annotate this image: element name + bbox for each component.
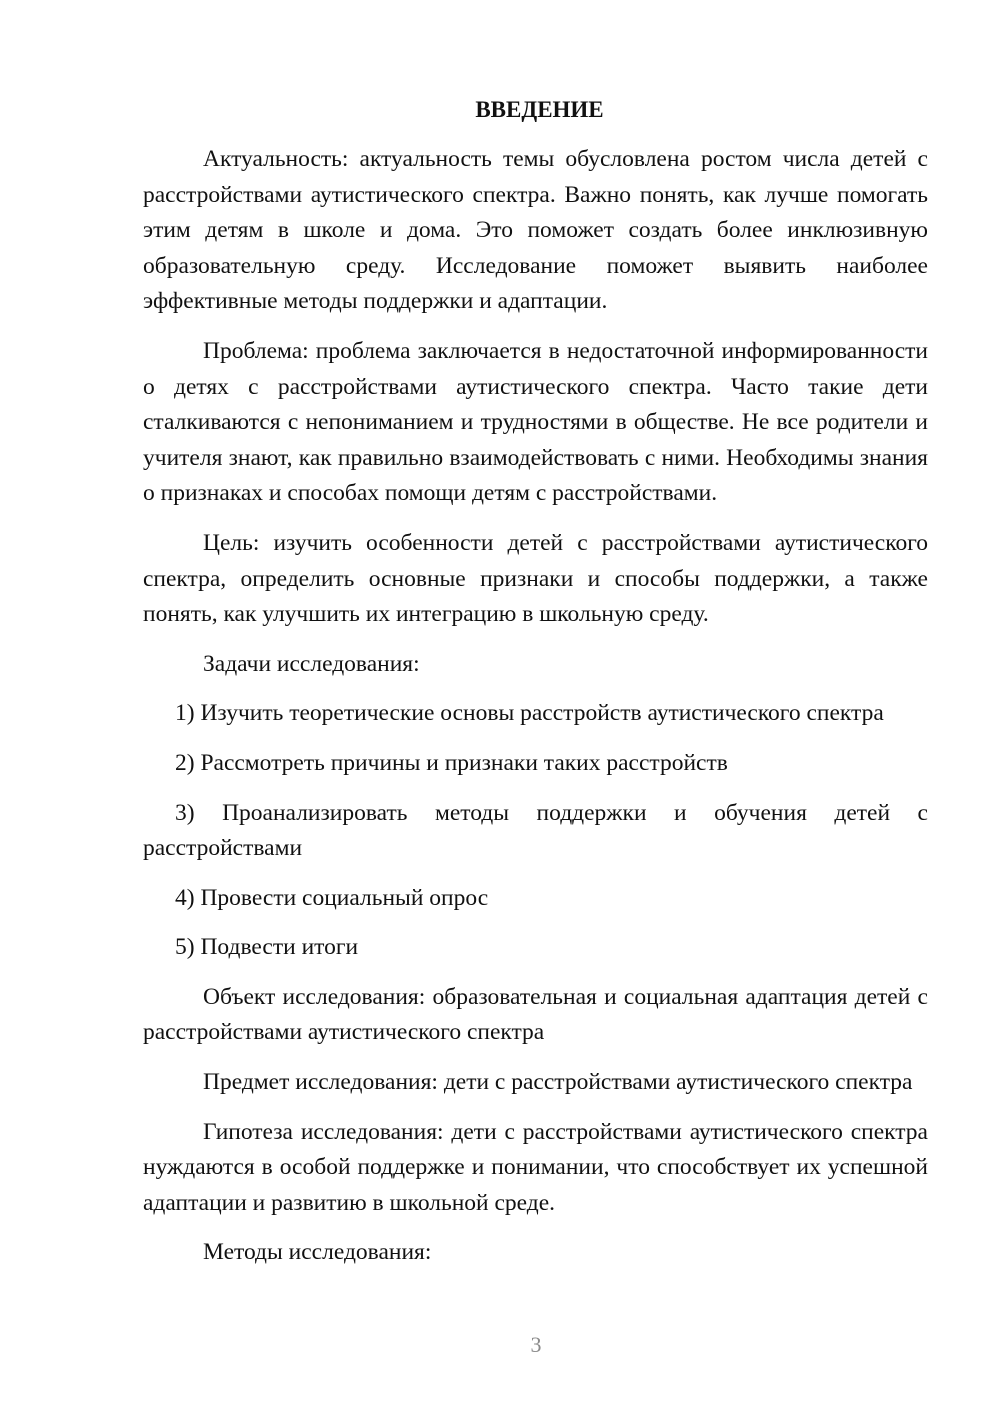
paragraph-object: Объект исследования: образовательная и социальная адаптация детей с расстройствами аутистического спектра [143, 983, 928, 1046]
task-item-2: 2) Рассмотреть причины и признаки таких расстройств [175, 749, 728, 776]
page-title: ВВЕДЕНИЕ [475, 97, 604, 122]
page-content [143, 92, 928, 1271]
task-item-3: 3) Проанализировать методы поддержки и обучения детей с расстройствами [143, 799, 928, 862]
page-number: 3 [530, 1332, 542, 1357]
task-item-1: 1) Изучить теоретические основы расстройств аутистического спектра [175, 700, 884, 727]
task-item-5: 5) Подвести итоги [175, 934, 359, 961]
tasks-heading: Задачи исследования: [203, 650, 420, 677]
paragraph-goal: Цель: изучить особенности детей с расстройствами аутистического спектра, определить основные признаки и способы поддержки, а также понять, как улучшить их интеграцию в школьную среду. [143, 529, 928, 628]
paragraph-hypothesis: Гипотеза исследования: дети с расстройствами аутистического спектра нуждаются в особой поддержке и понимании, что способствует их успешной адаптации и развитию в школьной среде. [143, 1118, 928, 1216]
methods-heading: Методы исследования: [203, 1239, 432, 1266]
task-item-4: 4) Провести социальный опрос [175, 884, 489, 911]
paragraph-problem: Проблема: проблема заключается в недостаточной информированности о детях с расстройствами аутистического спектра. Часто такие дети сталкиваются с непониманием и трудностями в обществе. Не все родители и учителя знают, как правильно взаимодействовать с ними. Необходимы знания о признаках и способах помощи детям с расстройствами. [143, 337, 928, 507]
paragraph-subject: Предмет исследования: дети с расстройствами аутистического спектра [203, 1069, 913, 1096]
paragraph-relevance: Актуальность: актуальность темы обусловлена ростом числа детей с расстройствами аутистического спектра. Важно понять, как лучше помогать этим детям в школе и дома. Это поможет создать более инклюзивную образовательную среду. Исследование поможет выявить наиболее эффективные методы поддержки и адаптации. [143, 146, 928, 315]
